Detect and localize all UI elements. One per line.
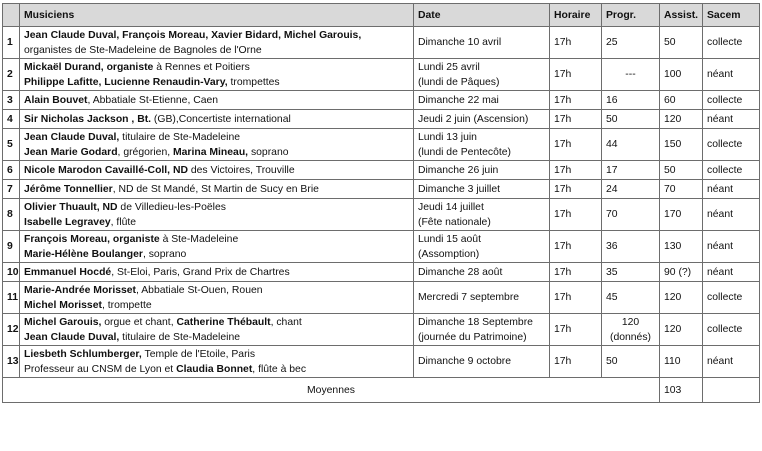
table-row [3, 199, 760, 231]
musician-name: Marie-Andrée Morisset [24, 284, 137, 296]
musician-name: Emmanuel Hocdé [24, 266, 112, 278]
averages-row [3, 378, 760, 403]
row-number: 5 [3, 129, 20, 161]
assist-cell: 60 [660, 91, 703, 110]
concerts-table [2, 3, 760, 403]
date-line: (lundi de Pentecôte) [418, 146, 511, 158]
musician-detail: , trompette [101, 299, 152, 311]
musiciens-cell [20, 263, 414, 282]
horaire-cell: 17h [550, 180, 602, 199]
musician-detail: , Abbatiale St-Etienne, Caen [87, 94, 219, 106]
progr-cell: 44 [602, 129, 660, 161]
musiciens-cell [20, 346, 414, 378]
row-number: 1 [3, 27, 20, 59]
musician-detail: , Abbatiale St-Ouen, Rouen [136, 284, 263, 296]
horaire-cell: 17h [550, 263, 602, 282]
musician-detail: soprano [248, 146, 289, 158]
musician-name: Michel Garouis, [24, 316, 102, 328]
date-cell [414, 314, 550, 346]
table-row [3, 180, 760, 199]
musician-name: Marina Mineau, [173, 146, 249, 158]
date-line: Jeudi 14 juillet [418, 201, 484, 213]
musiciens-line [24, 130, 409, 145]
musician-detail: trompettes [227, 76, 280, 88]
averages-assist: 103 [660, 378, 703, 403]
table-row [3, 59, 760, 91]
sacem-cell: collecte [703, 282, 760, 314]
row-number: 4 [3, 110, 20, 129]
row-number: 12 [3, 314, 20, 346]
assist-cell: 100 [660, 59, 703, 91]
row-number: 8 [3, 199, 20, 231]
musiciens-line [24, 182, 409, 197]
header-progr: Progr. [602, 4, 660, 27]
musiciens-cell [20, 199, 414, 231]
row-number: 10 [3, 263, 20, 282]
progr-cell: 24 [602, 180, 660, 199]
musiciens-line [24, 112, 409, 127]
date-cell [414, 91, 550, 110]
date-line: Lundi 15 août [418, 233, 481, 245]
table-row [3, 282, 760, 314]
musician-name: Philippe Lafitte, Lucienne Renaudin-Vary, [24, 76, 228, 88]
header-assist: Assist. [660, 4, 703, 27]
musician-name: Alain Bouvet [24, 94, 88, 106]
header-date: Date [414, 4, 550, 27]
horaire-cell: 17h [550, 27, 602, 59]
sacem-cell: collecte [703, 129, 760, 161]
horaire-cell: 17h [550, 231, 602, 263]
sacem-cell: néant [703, 231, 760, 263]
sacem-cell: collecte [703, 161, 760, 180]
musiciens-cell [20, 129, 414, 161]
musician-detail: des Victoires, Trouville [187, 164, 295, 176]
musiciens-cell [20, 91, 414, 110]
musician-name: Jean Claude Duval, [24, 331, 120, 343]
table-row [3, 346, 760, 378]
musician-name: Liesbeth Schlumberger, [24, 348, 142, 360]
musician-detail: , soprano [142, 248, 187, 260]
musician-detail: , ND de St Mandé, St Martin de Sucy en Brie [112, 183, 319, 195]
musician-detail: de Villedieu-les-Poëles [117, 201, 226, 213]
averages-label: Moyennes [3, 378, 660, 403]
musiciens-line [24, 247, 409, 262]
musiciens-line [24, 330, 409, 345]
musician-detail: à Ste-Madeleine [159, 233, 239, 245]
musician-detail: titulaire de Ste-Madeleine [119, 331, 241, 343]
assist-cell: 50 [660, 27, 703, 59]
musiciens-line [24, 265, 409, 280]
progr-cell: 50 [602, 346, 660, 378]
date-line: (Fête nationale) [418, 216, 491, 228]
table-row [3, 263, 760, 282]
musician-name: Catherine Thébault [176, 316, 271, 328]
musiciens-line [24, 347, 409, 362]
musiciens-cell [20, 231, 414, 263]
date-cell [414, 161, 550, 180]
musiciens-line [24, 60, 409, 75]
date-cell [414, 263, 550, 282]
date-cell [414, 282, 550, 314]
date-cell [414, 180, 550, 199]
musiciens-line [24, 298, 409, 313]
assist-cell: 70 [660, 180, 703, 199]
date-line: Dimanche 26 juin [418, 164, 499, 176]
horaire-cell: 17h [550, 314, 602, 346]
progr-cell: 36 [602, 231, 660, 263]
musiciens-line [24, 43, 409, 58]
progr-cell: 25 [602, 27, 660, 59]
table-row [3, 231, 760, 263]
date-cell [414, 27, 550, 59]
assist-cell: 120 [660, 314, 703, 346]
horaire-cell: 17h [550, 129, 602, 161]
sacem-cell: néant [703, 263, 760, 282]
horaire-cell: 17h [550, 161, 602, 180]
horaire-cell: 17h [550, 282, 602, 314]
row-number: 3 [3, 91, 20, 110]
horaire-cell: 17h [550, 110, 602, 129]
musician-name: Jean Claude Duval, [24, 131, 120, 143]
progr-cell: 16 [602, 91, 660, 110]
date-cell [414, 110, 550, 129]
sacem-cell: collecte [703, 314, 760, 346]
musician-name: Isabelle Legravey [24, 216, 111, 228]
horaire-cell: 17h [550, 346, 602, 378]
assist-cell: 50 [660, 161, 703, 180]
musician-name: Sir Nicholas Jackson , Bt. [24, 113, 152, 125]
date-line: Jeudi 2 juin (Ascension) [418, 113, 529, 125]
progr-cell: 35 [602, 263, 660, 282]
musician-name: Nicole Marodon Cavaillé-Coll, ND [24, 164, 188, 176]
header-musiciens: Musiciens [20, 4, 414, 27]
sacem-cell: collecte [703, 91, 760, 110]
assist-cell: 120 [660, 110, 703, 129]
musiciens-cell [20, 282, 414, 314]
musiciens-line [24, 283, 409, 298]
date-line: Dimanche 3 juillet [418, 183, 501, 195]
date-cell [414, 129, 550, 161]
musiciens-line [24, 163, 409, 178]
assist-cell: 130 [660, 231, 703, 263]
musician-detail: , grégorien, [117, 146, 173, 158]
musician-detail: (GB),Concertiste international [151, 113, 291, 125]
musiciens-line [24, 362, 409, 377]
header-horaire: Horaire [550, 4, 602, 27]
row-number: 2 [3, 59, 20, 91]
date-line: Dimanche 10 avril [418, 37, 502, 48]
musiciens-cell [20, 27, 414, 59]
date-cell [414, 346, 550, 378]
horaire-cell: 17h [550, 199, 602, 231]
row-number: 11 [3, 282, 20, 314]
musician-name: Marie-Hélène Boulanger [24, 248, 143, 260]
progr-cell: 45 [602, 282, 660, 314]
musiciens-cell [20, 161, 414, 180]
table-row [3, 27, 760, 59]
sacem-cell: néant [703, 110, 760, 129]
date-line: Dimanche 18 Septembre [418, 316, 533, 328]
musician-detail: titulaire de Ste-Madeleine [119, 131, 241, 143]
musician-detail: à Rennes et Poitiers [153, 61, 250, 73]
sacem-cell: néant [703, 199, 760, 231]
musician-detail: , St-Eloi, Paris, Grand Prix de Chartres [111, 266, 290, 278]
row-number: 6 [3, 161, 20, 180]
musiciens-line [24, 200, 409, 215]
progr-cell: 17 [602, 161, 660, 180]
sacem-cell: néant [703, 180, 760, 199]
table-row [3, 161, 760, 180]
musician-detail: Temple de l'Etoile, Paris [141, 348, 256, 360]
date-line: Dimanche 28 août [418, 266, 503, 278]
musician-name: Claudia Bonnet [176, 363, 253, 375]
musiciens-cell [20, 59, 414, 91]
table-row [3, 314, 760, 346]
musician-name: Olivier Thuault, ND [24, 201, 118, 213]
row-number: 7 [3, 180, 20, 199]
date-line: Dimanche 9 octobre [418, 356, 511, 367]
assist-cell: 90 (?) [660, 263, 703, 282]
sacem-cell: néant [703, 346, 760, 378]
musiciens-line [24, 215, 409, 230]
musiciens-cell [20, 314, 414, 346]
assist-cell: 150 [660, 129, 703, 161]
assist-cell: 120 [660, 282, 703, 314]
date-line: (journée du Patrimoine) [418, 331, 527, 343]
date-line: Lundi 13 juin [418, 131, 477, 143]
musiciens-line [24, 145, 409, 160]
date-line: Mercredi 7 septembre [418, 292, 520, 303]
date-cell [414, 231, 550, 263]
musician-detail: orgue et chant, [101, 316, 177, 328]
row-number: 9 [3, 231, 20, 263]
table-row [3, 129, 760, 161]
row-number: 13 [3, 346, 20, 378]
musician-name: Jean Marie Godard [24, 146, 118, 158]
date-cell [414, 199, 550, 231]
horaire-cell: 17h [550, 59, 602, 91]
averages-sacem [703, 378, 760, 403]
musician-detail: Professeur au CNSM de Lyon et [24, 363, 177, 375]
header-sacem: Sacem [703, 4, 760, 27]
assist-cell: 170 [660, 199, 703, 231]
date-line: Lundi 25 avril [418, 61, 480, 73]
musician-name: Michel Morisset [24, 299, 102, 311]
date-line: Dimanche 22 mai [418, 94, 499, 106]
header-row [3, 4, 760, 27]
date-cell [414, 59, 550, 91]
date-line: (Assomption) [418, 248, 480, 260]
musiciens-line [24, 93, 409, 108]
musician-detail: , chant [270, 316, 302, 328]
musiciens-cell [20, 180, 414, 199]
musician-name: Jean Claude Duval, François Moreau, Xavier Bidard, Michel Garouis, [24, 29, 362, 41]
musiciens-line [24, 232, 409, 247]
musiciens-line [24, 28, 409, 43]
progr-cell: 120 (donnés) [602, 314, 660, 346]
musician-detail: , flûte à bec [252, 363, 307, 375]
table-row [3, 110, 760, 129]
musician-name: Mickaël Durand, organiste [24, 61, 154, 73]
musician-name: François Moreau, organiste [24, 233, 160, 245]
date-line: (lundi de Pâques) [418, 76, 500, 88]
table-row [3, 91, 760, 110]
header-num [3, 4, 20, 27]
sacem-cell: néant [703, 59, 760, 91]
musician-name: Jérôme Tonnellier [24, 183, 113, 195]
musiciens-line [24, 315, 409, 330]
assist-cell: 110 [660, 346, 703, 378]
musiciens-cell [20, 110, 414, 129]
horaire-cell: 17h [550, 91, 602, 110]
musician-detail: , flûte [110, 216, 137, 228]
musiciens-line [24, 75, 409, 90]
progr-cell: 70 [602, 199, 660, 231]
musician-detail: organistes de Ste-Madeleine de Bagnoles de l'Orne [24, 44, 262, 56]
progr-cell: --- [602, 59, 660, 91]
progr-cell: 50 [602, 110, 660, 129]
sacem-cell: collecte [703, 27, 760, 59]
